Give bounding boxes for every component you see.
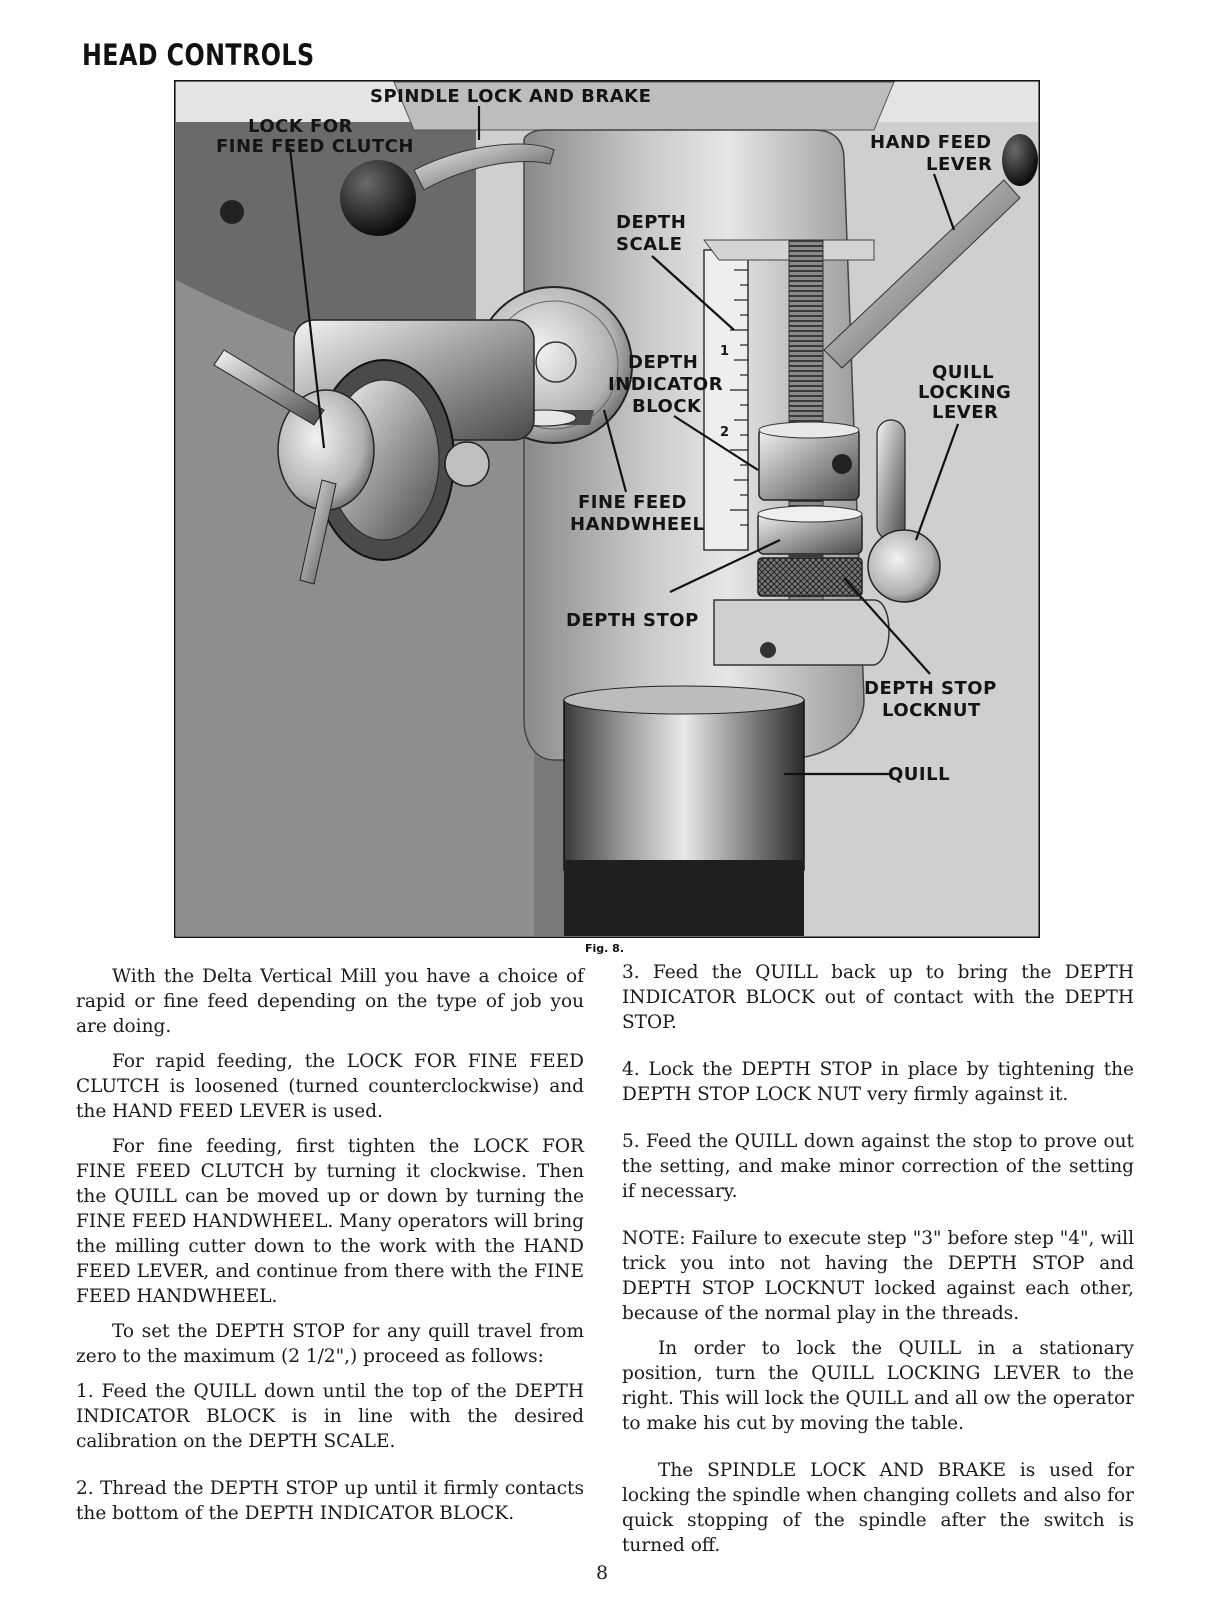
callout-depth-indicator-block-line3: BLOCK bbox=[632, 396, 702, 417]
paragraph-quill-lock: In order to lock the QUILL in a stationary position, turn the QUILL LOCKING LEVER to the right. This will lock the QUILL and all ow the operator to make his cut by moving the table. bbox=[622, 1338, 1134, 1434]
paragraph-set-depth-stop: To set the DEPTH STOP for any quill travel from zero to the maximum (2 1/2",) proceed as follows: bbox=[76, 1321, 584, 1367]
paragraph-rapid-feeding: For rapid feeding, the LOCK FOR FINE FEED CLUTCH is loosened (turned counterclockwise) and the HAND FEED LEVER is used. bbox=[76, 1051, 584, 1122]
callout-fine-feed-handwheel-line2: HANDWHEEL bbox=[570, 514, 705, 535]
callout-depth-stop: DEPTH STOP bbox=[566, 610, 699, 631]
left-text-column bbox=[76, 964, 584, 1536]
note-paragraph: NOTE: Failure to execute step "3" before step "4", will trick you into not having the DEPTH STOP and DEPTH STOP LOCKNUT locked against each other, because of the normal play in the threads. bbox=[622, 1228, 1134, 1324]
step-1: 1. Feed the QUILL down until the top of the DEPTH INDICATOR BLOCK is in line with the desired calibration on the DEPTH SCALE. bbox=[76, 1381, 584, 1452]
step-5: 5. Feed the QUILL down against the stop to prove out the setting, and make minor correction of the setting if necessary. bbox=[622, 1131, 1134, 1202]
callout-quill-locking-lever-line2: LOCKING bbox=[918, 382, 1012, 403]
right-text-column bbox=[622, 960, 1134, 1568]
callout-depth-stop-locknut-line1: DEPTH STOP bbox=[864, 678, 997, 699]
callout-hand-feed-lever-line2: LEVER bbox=[926, 154, 993, 175]
callout-quill-locking-lever-line1: QUILL bbox=[932, 362, 995, 383]
callout-quill: QUILL bbox=[888, 764, 951, 785]
callout-depth-scale-line2: SCALE bbox=[616, 234, 683, 255]
callout-depth-scale-line1: DEPTH bbox=[616, 212, 687, 233]
callout-quill-locking-lever-line3: LEVER bbox=[932, 402, 999, 423]
scale-mark-1: 1 bbox=[720, 344, 730, 359]
head-controls-photo bbox=[174, 80, 1040, 938]
step-2: 2. Thread the DEPTH STOP up until it firmly contacts the bottom of the DEPTH INDICATOR BLOCK. bbox=[76, 1478, 584, 1524]
paragraph-fine-feeding: For fine feeding, first tighten the LOCK FOR FINE FEED CLUTCH by turning it clockwise. Then the QUILL can be moved up or down by turning the FINE FEED HANDWHEEL. Many operators will bring the milling cutter down to the work with the HAND FEED LEVER, and continue from there with the FINE FEED HANDWHEEL. bbox=[76, 1136, 584, 1307]
callout-depth-stop-locknut-line2: LOCKNUT bbox=[882, 700, 981, 721]
callout-depth-indicator-block-line1: DEPTH bbox=[628, 352, 699, 373]
paragraph-intro: With the Delta Vertical Mill you have a choice of rapid or fine feed depending on the type of job you are doing. bbox=[76, 966, 584, 1037]
scale-mark-2: 2 bbox=[720, 425, 730, 440]
callout-lock-for-fine-feed-clutch-line2: FINE FEED CLUTCH bbox=[216, 136, 414, 157]
page-title: HEAD CONTROLS bbox=[82, 38, 315, 72]
step-4: 4. Lock the DEPTH STOP in place by tightening the DEPTH STOP LOCK NUT very firmly against it. bbox=[622, 1059, 1134, 1105]
page-number: 8 bbox=[596, 1562, 609, 1584]
callout-fine-feed-handwheel-line1: FINE FEED bbox=[578, 492, 687, 513]
callout-spindle-lock-and-brake: SPINDLE LOCK AND BRAKE bbox=[370, 86, 652, 107]
step-3: 3. Feed the QUILL back up to bring the DEPTH INDICATOR BLOCK out of contact with the DEPTH STOP. bbox=[622, 962, 1134, 1033]
callout-depth-indicator-block-line2: INDICATOR bbox=[608, 374, 724, 395]
paragraph-spindle-lock: The SPINDLE LOCK AND BRAKE is used for locking the spindle when changing collets and also for quick stopping of the spindle after the switch is turned off. bbox=[622, 1460, 1134, 1556]
callout-hand-feed-lever-line1: HAND FEED bbox=[870, 132, 992, 153]
callout-lock-for-fine-feed-clutch-line1: LOCK FOR bbox=[248, 116, 354, 137]
figure-caption: Fig. 8. bbox=[585, 942, 624, 955]
